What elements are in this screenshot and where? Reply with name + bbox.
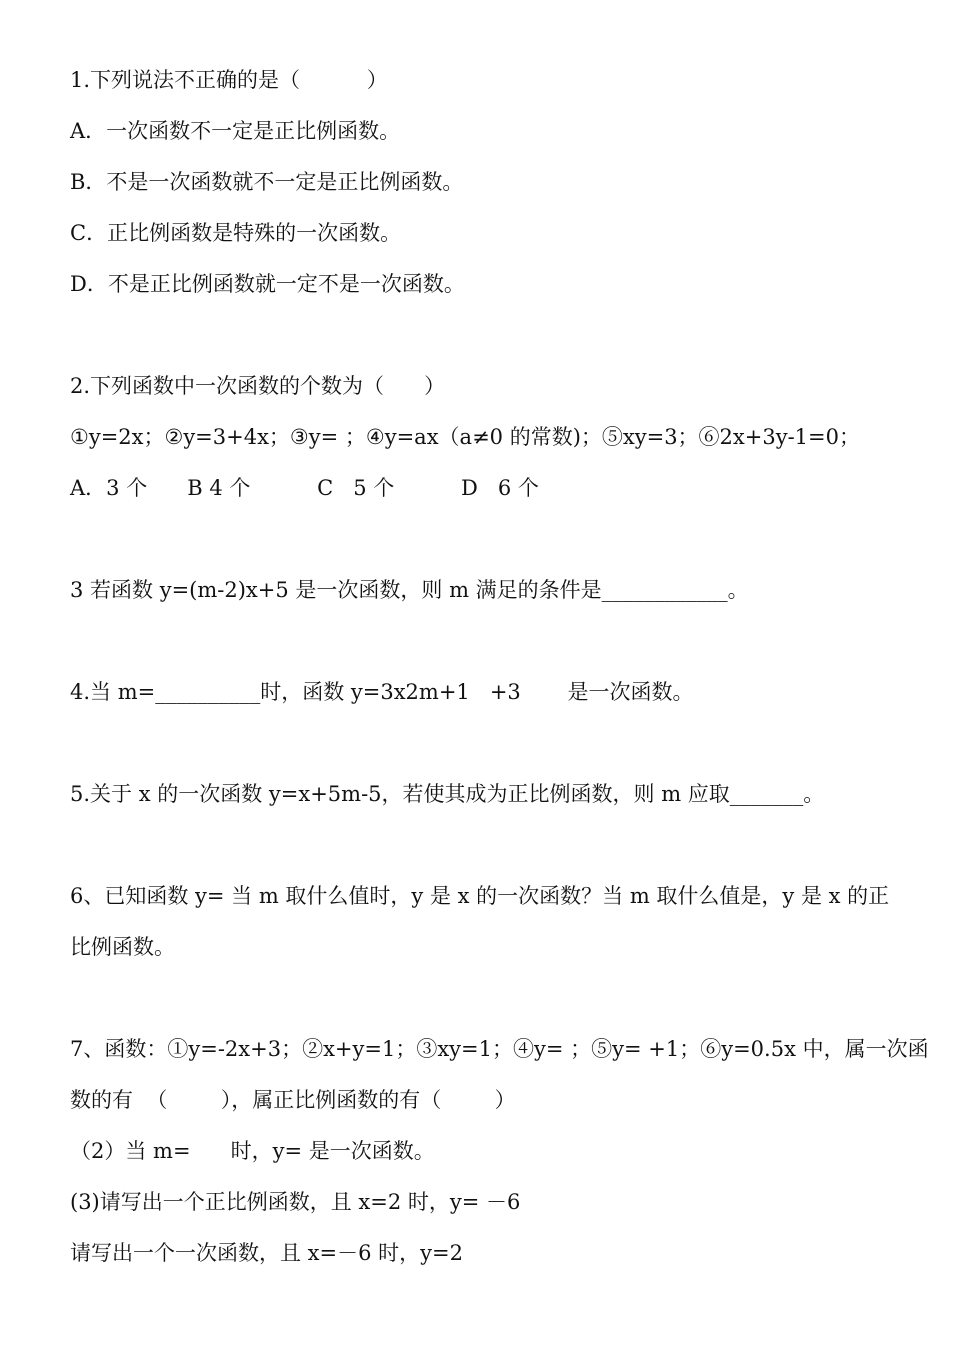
q1-option-d: D．不是正比例函数就一定不是一次函数。 xyxy=(70,272,465,296)
q5-stem: 5.关于 x 的一次函数 y=x+5m-5，若使其成为正比例函数，则 m 应取_______。 xyxy=(70,782,825,806)
q6-line1: 6、已知函数 y= 当 m 取什么值时，y 是 x 的一次函数？当 m 取什么值是，y 是 x 的正 xyxy=(70,884,890,908)
q1-option-c: C．正比例函数是特殊的一次函数。 xyxy=(70,221,402,245)
q1-stem: 1.下列说法不正确的是（ ） xyxy=(70,68,388,92)
q1-option-b: B．不是一次函数就不一定是正比例函数。 xyxy=(70,170,464,194)
q7-part2: （2）当 m= 时，y= 是一次函数。 xyxy=(70,1139,435,1163)
q3-stem: 3 若函数 y=(m-2)x+5 是一次函数，则 m 满足的条件是____________。 xyxy=(70,578,749,602)
q2-options: A．3 个 B 4 个 C 5 个 D 6 个 xyxy=(70,476,539,500)
q7-part3: (3)请写出一个正比例函数，且 x=2 时，y= －6 xyxy=(70,1190,521,1214)
q7-part4: 请写出一个一次函数，且 x=－6 时，y=2 xyxy=(70,1241,463,1265)
q2-items: ①y=2x；②y=3+4x；③y= ；④y=ax（a≠0 的常数)；⑤xy=3；⑥2x+3y-1=0； xyxy=(70,425,860,449)
q7-line1: 7、函数：①y=-2x+3；②x+y=1；③xy=1；④y= ；⑤y= +1；⑥y=0.5x 中，属一次函 xyxy=(70,1037,929,1061)
q7-line2: 数的有 （ ），属正比例函数的有（ ） xyxy=(70,1088,516,1112)
q6-line2: 比例函数。 xyxy=(70,935,175,959)
q1-option-a: A．一次函数不一定是正比例函数。 xyxy=(70,119,401,143)
q2-stem: 2.下列函数中一次函数的个数为（ ） xyxy=(70,374,446,398)
q4-stem: 4.当 m=__________时，函数 y=3x2m+1 +3 是一次函数。 xyxy=(70,680,694,704)
